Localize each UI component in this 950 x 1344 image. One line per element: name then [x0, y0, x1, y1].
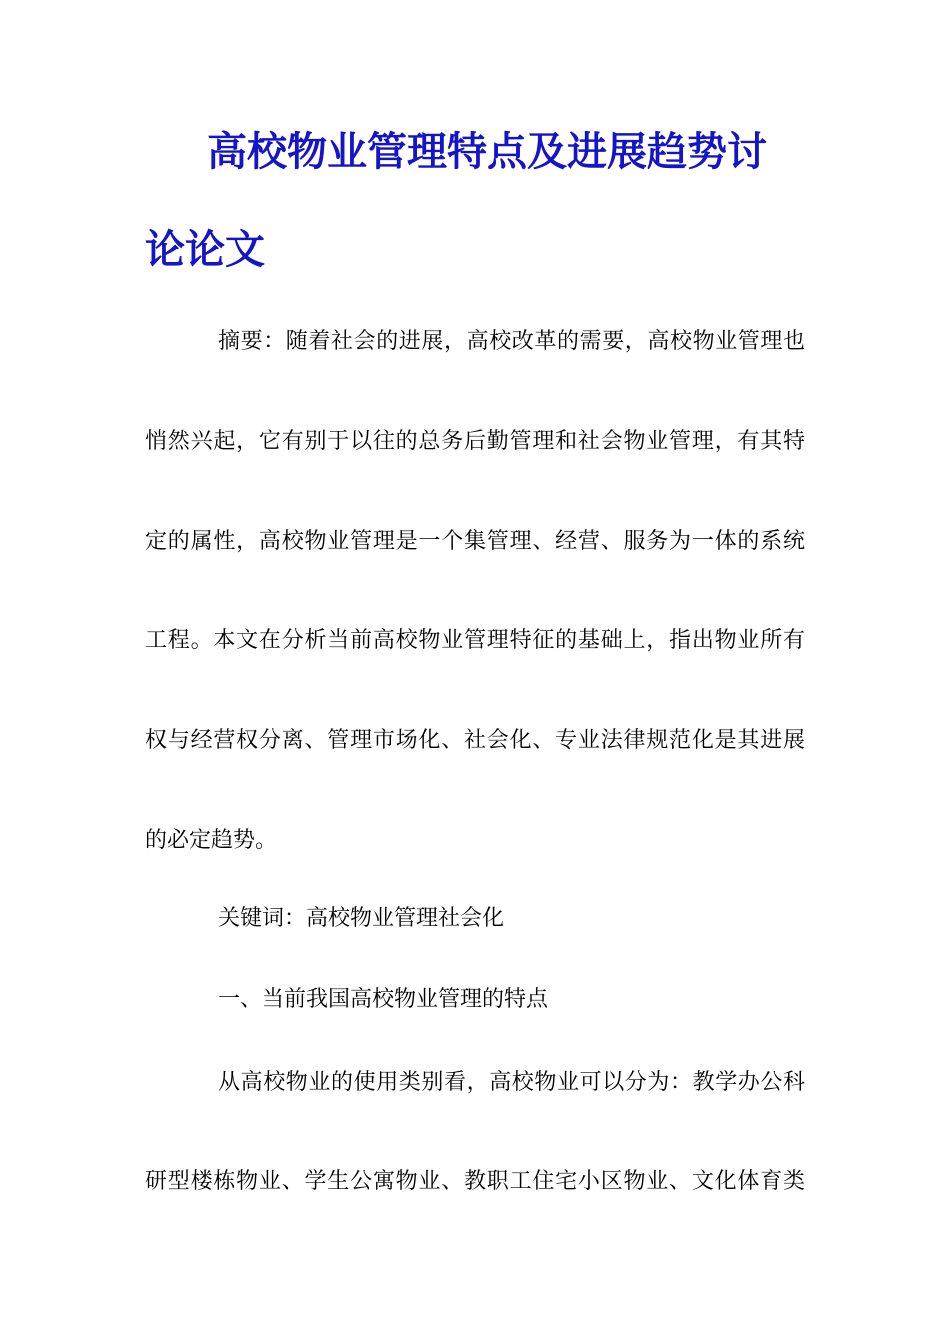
abstract-line-5: 权与经营权分离、管理市场化、社会化、专业法律规范化是其进展 [145, 728, 805, 753]
document-title-line-1: 高校物业管理特点及进展趋势讨 [207, 128, 767, 175]
body-line-2: 研型楼栋物业、学生公寓物业、教职工住宅小区物业、文化体育类 [145, 1169, 805, 1194]
abstract-line-3: 定的属性，高校物业管理是一个集管理、经营、服务为一体的系统 [145, 529, 805, 554]
section-heading: 一、当前我国高校物业管理的特点 [218, 987, 549, 1012]
abstract-line-4: 工程。本文在分析当前高校物业管理特征的基础上，指出物业所有 [145, 628, 805, 653]
abstract-line-2: 悄然兴起，它有别于以往的总务后勤管理和社会物业管理，有其特 [145, 429, 805, 454]
abstract-line-1: 摘要：随着社会的进展，高校改革的需要，高校物业管理也 [218, 329, 805, 354]
abstract-line-6: 的必定趋势。 [145, 828, 278, 853]
document-title-line-2: 论论文 [145, 226, 265, 273]
keywords-line: 关键词：高校物业管理社会化 [218, 906, 505, 931]
body-line-1: 从高校物业的使用类别看，高校物业可以分为：教学办公科 [218, 1070, 805, 1095]
